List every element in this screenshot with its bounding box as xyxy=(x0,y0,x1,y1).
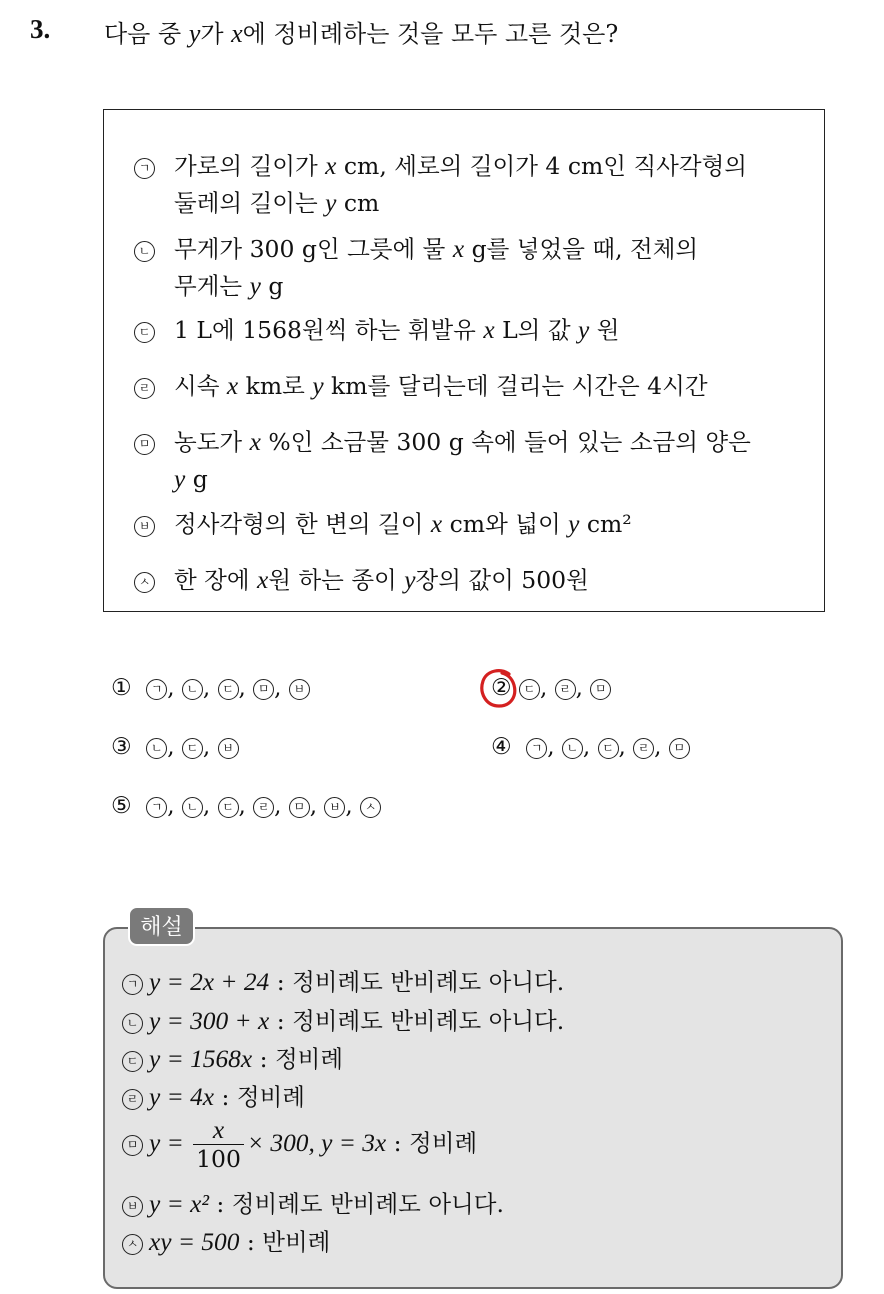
statement-item: ㄹ 시속 x km로 y km를 달리는데 걸리는 시간은 4시간 xyxy=(134,368,155,405)
marker-mieum: ㅁ xyxy=(134,434,155,455)
explanation-line: ㄷ y = 1568x : 정비례 xyxy=(122,1040,343,1074)
marker-bieup: ㅂ xyxy=(134,516,155,537)
explanation-line: ㄹ y = 4x : 정비례 xyxy=(122,1078,305,1112)
marker-rieul: ㄹ xyxy=(134,378,155,399)
choice-2[interactable]: ② ㄷ , ㄹ , ㅁ xyxy=(491,675,611,701)
question-text: 다음 중 y가 x에 정비례하는 것을 모두 고른 것은? xyxy=(104,19,619,48)
explanation-line: ㅁ y = $\frac{x}{100}$ × 300, y = 3x : 정비례 xyxy=(122,1116,477,1173)
choice-3[interactable]: ③ ㄴ , ㄷ , ㅂ xyxy=(111,734,239,760)
choice-5[interactable]: ⑤ ㄱ , ㄴ , ㄷ , ㄹ , ㅁ , ㅂ , ㅅ xyxy=(111,793,381,819)
statement-item: ㅁ 농도가 x %인 소금물 300 g 속에 들어 있는 소금의 양은 y g xyxy=(134,424,155,461)
explanation-line: ㄱ y = 2x + 24 : 정비례도 반비례도 아니다. xyxy=(122,963,564,997)
statement-item: ㄴ 무게가 300 g인 그릇에 물 x g를 넣었을 때, 전체의 무게는 y g xyxy=(134,231,155,268)
choice-1[interactable]: ① ㄱ , ㄴ , ㄷ , ㅁ , ㅂ xyxy=(111,675,310,701)
answer-circle-mark xyxy=(479,668,519,710)
statement-item: ㅅ 한 장에 x원 하는 종이 y장의 값이 500원 xyxy=(134,562,155,599)
marker-siot: ㅅ xyxy=(134,572,155,593)
question-number: 3. xyxy=(30,14,51,44)
statements-box xyxy=(103,109,825,612)
statement-item: ㄷ 1 L에 1568원씩 하는 휘발유 x L의 값 y 원 xyxy=(134,312,155,349)
fraction: $\frac{x}{100}$ xyxy=(193,1116,244,1173)
marker-digeut: ㄷ xyxy=(134,322,155,343)
statement-item: ㄱ 가로의 길이가 x cm, 세로의 길이가 4 cm인 직사각형의 둘레의 길이는 y cm xyxy=(134,148,155,185)
choice-4[interactable]: ④ ㄱ , ㄴ , ㄷ , ㄹ , ㅁ xyxy=(491,734,690,760)
explanation-line: ㄴ y = 300 + x : 정비례도 반비례도 아니다. xyxy=(122,1002,564,1036)
explanation-line: ㅅ xy = 500 : 반비례 xyxy=(122,1223,330,1257)
marker-giyeok: ㄱ xyxy=(134,158,155,179)
explanation-line: ㅂ y = x² : 정비례도 반비례도 아니다. xyxy=(122,1185,504,1219)
statement-item: ㅂ 정사각형의 한 변의 길이 x cm와 넓이 y cm² xyxy=(134,506,155,543)
marker-nieun: ㄴ xyxy=(134,241,155,262)
explanation-tag: 해설 xyxy=(128,906,195,946)
